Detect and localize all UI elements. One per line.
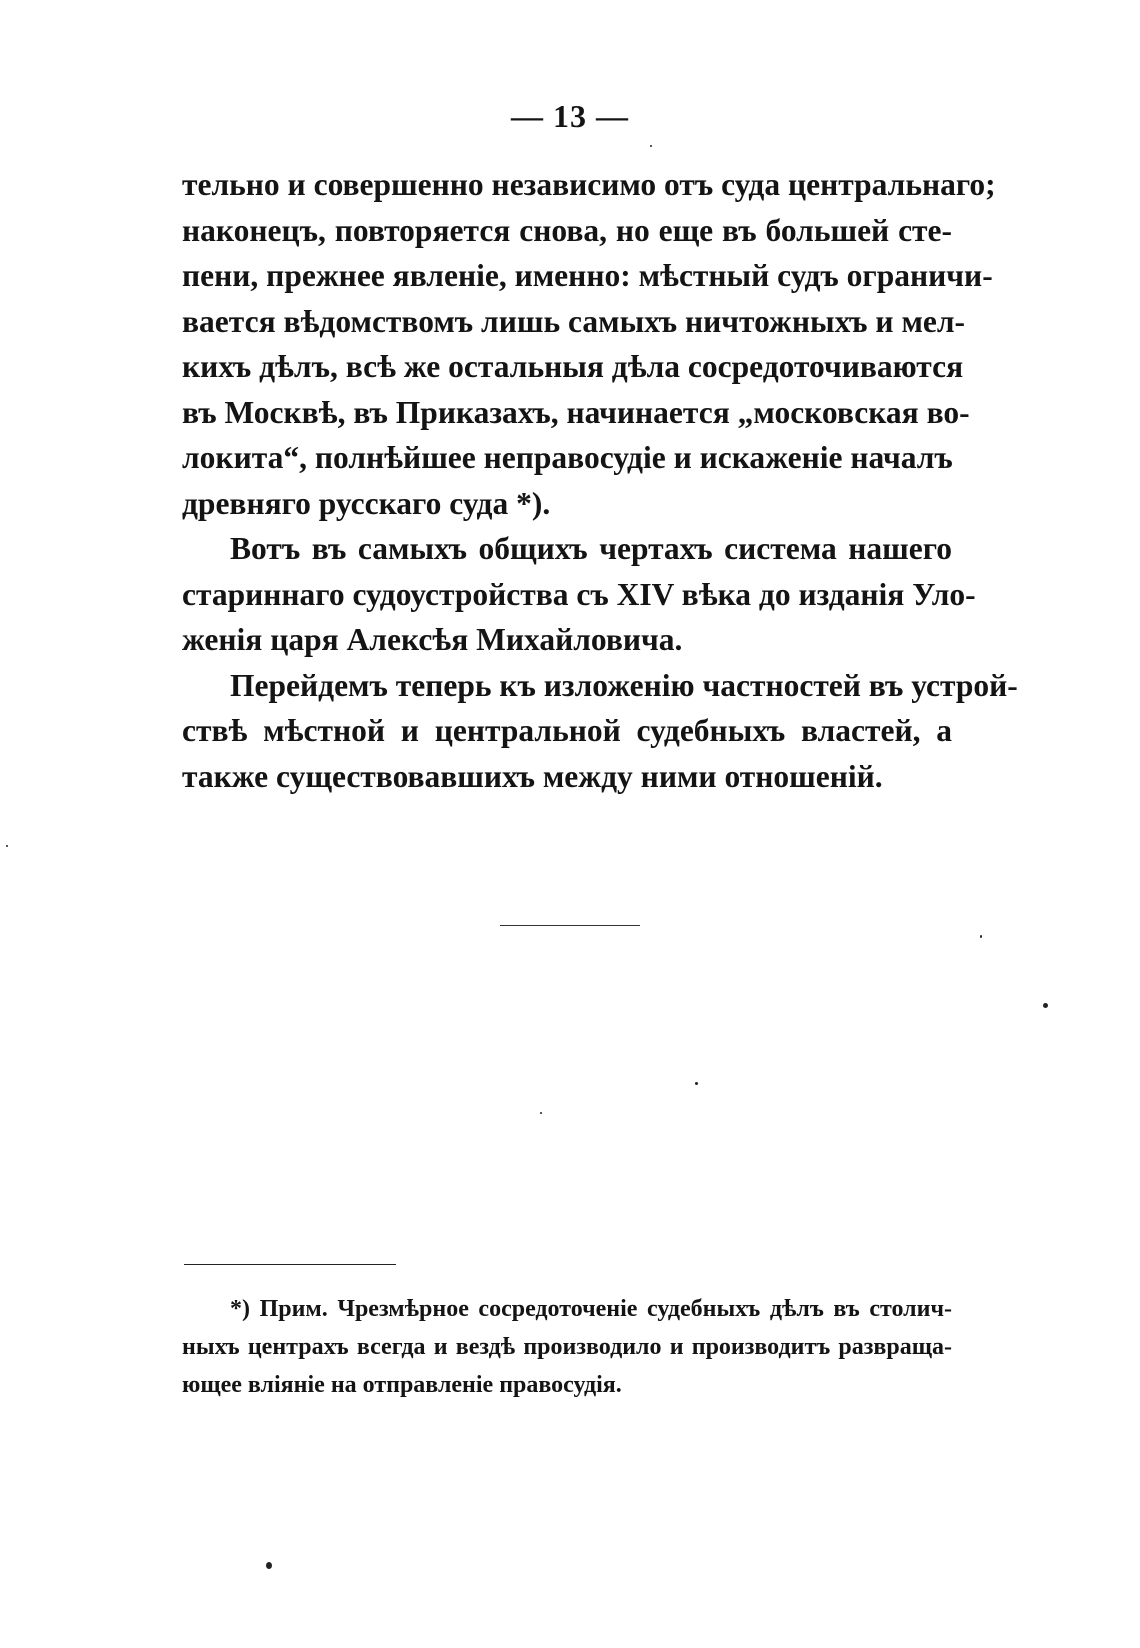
text-line: наконецъ, повторяется снова, но еще въ большей сте- — [182, 212, 952, 248]
footnote — [182, 1290, 952, 1404]
section-divider — [500, 925, 640, 926]
scan-speck — [695, 1082, 698, 1085]
text-line: также существовавшихъ между ними отношеній. — [182, 758, 883, 794]
body-text — [182, 162, 1018, 799]
scan-speck — [1043, 1003, 1048, 1008]
text-line: вается вѣдомствомъ лишь самыхъ ничтожныхъ и мел- — [182, 303, 966, 339]
text-line: кихъ дѣлъ, всѣ же остальныя дѣла сосредоточиваются — [182, 349, 964, 384]
text-line: ствѣ мѣстной и центральной судебныхъ властей, а — [182, 713, 952, 748]
text-line: женія царя Алексѣя Михайловича. — [182, 622, 683, 657]
text-line: пени, прежнее явленіе, именно: мѣстный судъ ограничи- — [182, 258, 993, 293]
text-line: въ Москвѣ, въ Приказахъ, начинается „московская во- — [182, 394, 970, 430]
page-number: — 13 — — [511, 98, 629, 134]
footnote-line: ныхъ центрахъ всегда и вездѣ производило и производитъ развраща- — [182, 1334, 952, 1360]
text-line: древняго русскаго суда *). — [182, 485, 551, 521]
footnote-line: ющее вліяніе на отправленіе правосудія. — [182, 1372, 622, 1398]
scan-speck — [540, 1112, 542, 1114]
scan-speck — [980, 935, 982, 938]
scan-speck — [6, 845, 8, 847]
text-line: локита“, полнѣйшее неправосудіе и искаженіе началъ — [182, 440, 953, 475]
paragraph-start-line: Вотъ въ самыхъ общихъ чертахъ система нашего — [230, 531, 952, 566]
scan-speck — [266, 1562, 272, 1569]
paragraph-start-line: Перейдемъ теперь къ изложенію частностей въ устрой- — [230, 667, 1018, 703]
footnote-divider — [184, 1264, 396, 1265]
text-line: тельно и совершенно независимо отъ суда центральнаго; — [182, 167, 996, 202]
footnote-line: *) Прим. Чрезмѣрное сосредоточеніе судебныхъ дѣлъ въ столич- — [230, 1296, 952, 1322]
scan-speck — [650, 145, 652, 147]
text-line: стариннаго судоустройства съ XIV вѣка до изданія Уло- — [182, 576, 976, 612]
